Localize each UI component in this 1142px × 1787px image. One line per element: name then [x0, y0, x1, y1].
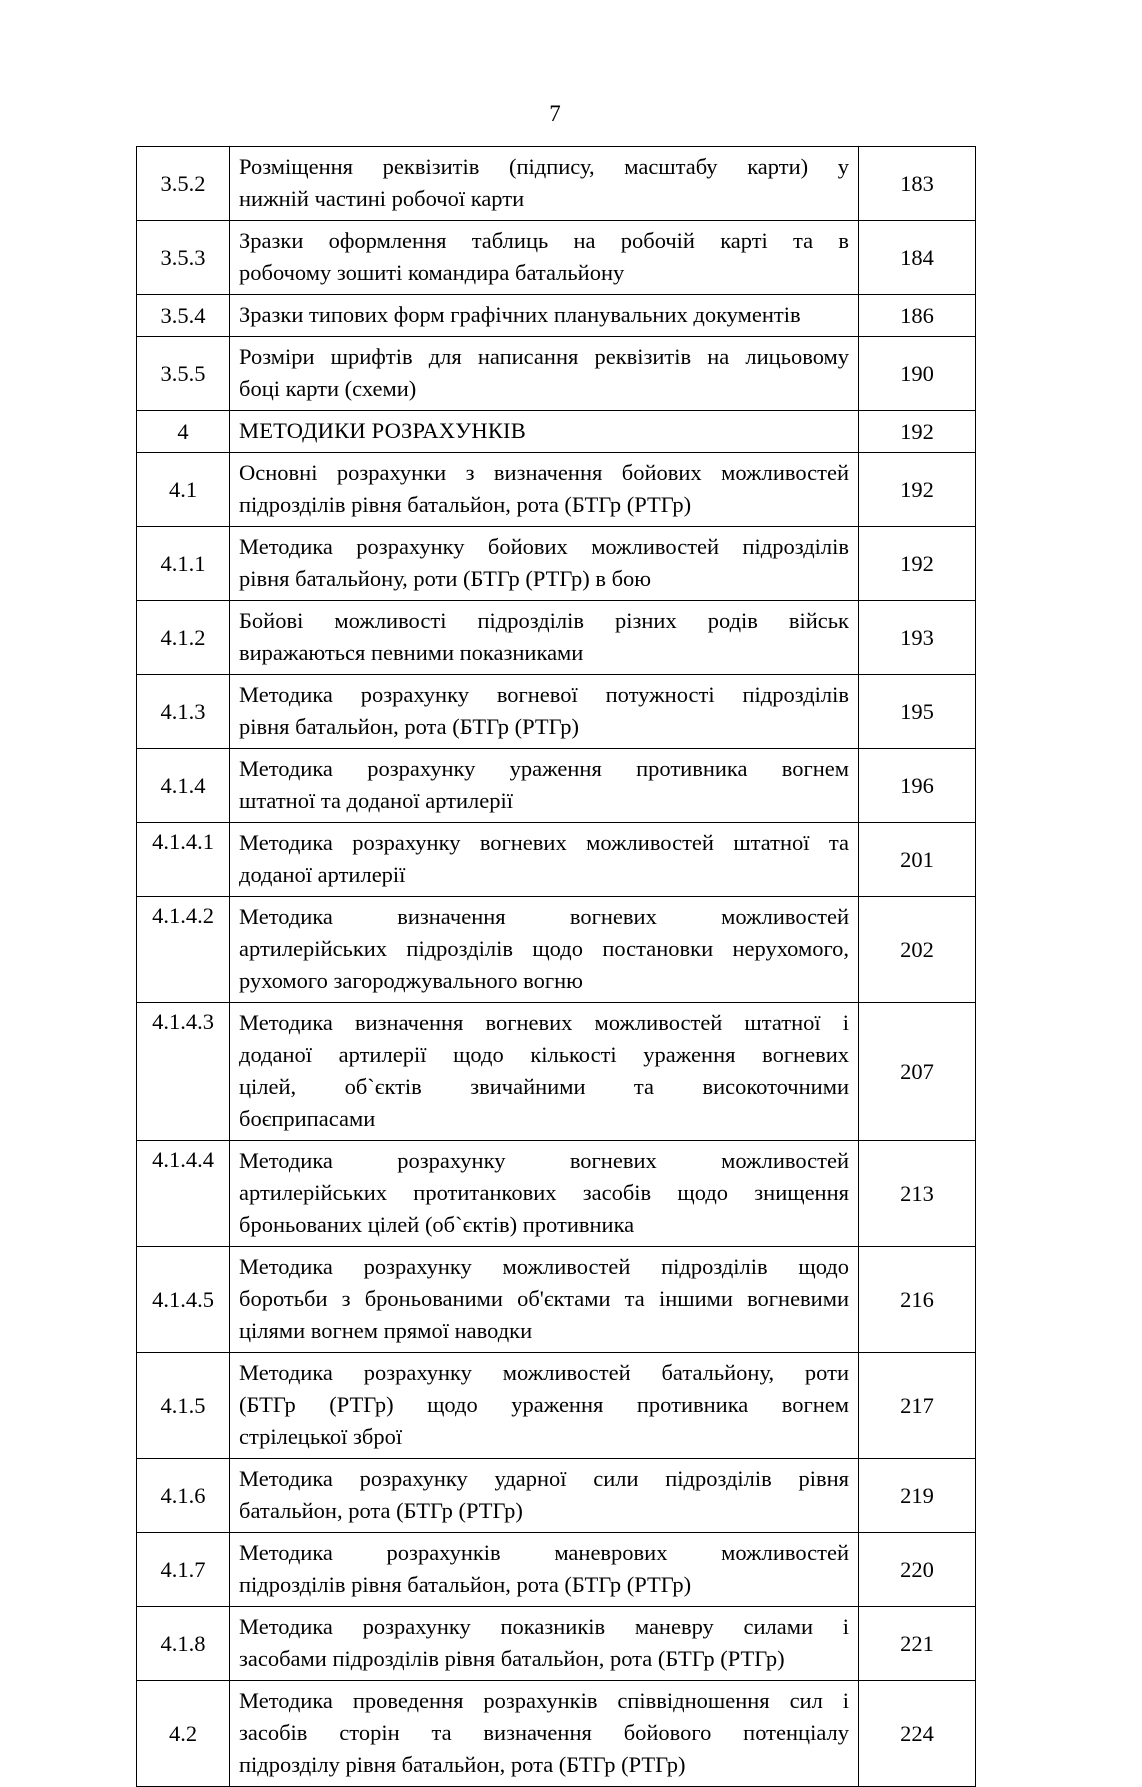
section-title [230, 147, 858, 220]
table-row [137, 411, 976, 453]
section-number: 4.1.4.5 [152, 1286, 214, 1312]
section-title-cell [230, 675, 859, 749]
table-row [137, 1459, 976, 1533]
section-number: 4.1.8 [160, 1630, 206, 1656]
section-title-line: броньованих цілей (об`єктів) противника [239, 1212, 635, 1237]
table-row [137, 1353, 976, 1459]
section-title-cell [230, 295, 859, 337]
page-number: 7 [549, 101, 561, 126]
section-title [230, 897, 858, 1002]
page-reference: 184 [900, 244, 934, 270]
section-number: 4.1 [168, 476, 198, 502]
section-title-line: Методика розрахунку можливостей підрозділів щодо [239, 1254, 849, 1279]
section-title-cell [230, 221, 859, 295]
page-reference-cell [859, 1247, 976, 1353]
section-title-line: Методика розрахунку вогневої потужності підрозділів [239, 682, 849, 707]
table-row [137, 1003, 976, 1141]
section-title-cell [230, 1533, 859, 1607]
section-title-line: Методика розрахунку вогневих можливостей [239, 1148, 849, 1173]
page-reference-cell [859, 823, 976, 897]
page-reference-cell [859, 749, 976, 823]
section-title [230, 1459, 858, 1532]
section-title-cell [230, 1353, 859, 1459]
section-title-line: стрілецької зброї [239, 1424, 403, 1449]
section-number: 4.1.2 [160, 624, 206, 650]
section-title-line: нижній частині робочої карти [239, 186, 525, 211]
section-number-cell [137, 675, 230, 749]
page-reference: 220 [900, 1556, 934, 1582]
section-title-line: артилерійських підрозділів щодо постановки нерухомого, [239, 936, 849, 961]
table-row [137, 675, 976, 749]
page-reference: 207 [900, 1058, 934, 1084]
section-title-line: рухомого загороджувального вогню [239, 968, 583, 993]
page-reference: 193 [900, 624, 934, 650]
section-number-cell [137, 527, 230, 601]
section-number: 4.1.6 [160, 1482, 206, 1508]
table-row [137, 147, 976, 221]
section-title-cell [230, 1681, 859, 1787]
section-number-cell [137, 823, 230, 897]
section-number-cell [137, 897, 230, 1003]
section-title-cell [230, 823, 859, 897]
table-row [137, 823, 976, 897]
section-title-cell [230, 147, 859, 221]
section-number: 4.1.4.2 [152, 903, 214, 928]
table-row [137, 1247, 976, 1353]
section-title [230, 527, 858, 600]
section-title-line: цілями вогнем прямої наводки [239, 1318, 533, 1343]
section-title [230, 1681, 858, 1786]
section-title [230, 823, 858, 896]
section-number-cell [137, 1607, 230, 1681]
section-title-cell [230, 1003, 859, 1141]
section-number: 3.5.2 [160, 170, 206, 196]
page-reference-cell [859, 1141, 976, 1247]
section-number-cell [137, 337, 230, 411]
section-title-line: Розміри шрифтів для написання реквізитів на лицьовому [239, 344, 849, 369]
page-reference: 224 [900, 1720, 934, 1746]
section-title-cell [230, 453, 859, 527]
section-number: 4.1.4.3 [152, 1009, 214, 1034]
section-title-line: Методика розрахунку ураження противника вогнем [239, 756, 849, 781]
section-title-cell [230, 527, 859, 601]
table-row [137, 295, 976, 337]
table-row [137, 897, 976, 1003]
section-title-line: боєприпасами [239, 1106, 376, 1131]
section-title-line: (БТГр (РТГр) щодо ураження противника вогнем [239, 1392, 849, 1417]
page-reference: 219 [900, 1482, 934, 1508]
section-title-line: Методика розрахунку бойових можливостей підрозділів [239, 534, 849, 559]
section-title-line: підрозділів рівня батальйон, рота (БТГр (РТГр) [239, 492, 692, 517]
section-title-line: доданої артилерії щодо кількості ураження вогневих [239, 1042, 849, 1067]
table-row [137, 221, 976, 295]
section-title-line: засобами підрозділів рівня батальйон, рота (БТГр (РТГр) [239, 1646, 785, 1671]
section-title-line: рівня батальйону, роти (БТГр (РТГр) в бою [239, 566, 652, 591]
table-row [137, 1141, 976, 1247]
table-row [137, 1533, 976, 1607]
section-title-line: Методика розрахунку можливостей батальйону, роти [239, 1360, 849, 1385]
section-title-line: Зразки типових форм графічних планувальних документів [239, 302, 801, 327]
section-number-cell [137, 1681, 230, 1787]
page-reference-cell [859, 1003, 976, 1141]
table-row [137, 337, 976, 411]
table-row [137, 749, 976, 823]
section-title-cell [230, 1141, 859, 1247]
page-reference: 195 [900, 698, 934, 724]
section-title-line: Методика визначення вогневих можливостей штатної і [239, 1010, 849, 1035]
section-number-cell [137, 411, 230, 453]
page-reference: 202 [900, 936, 934, 962]
section-title [230, 1141, 858, 1246]
page-reference-cell [859, 601, 976, 675]
section-title [230, 337, 858, 410]
page-reference-cell [859, 147, 976, 221]
section-title [230, 295, 858, 336]
table-row [137, 527, 976, 601]
section-title-line: штатної та доданої артилерії [239, 788, 513, 813]
section-title-cell [230, 897, 859, 1003]
section-title-line: Методика визначення вогневих можливостей [239, 904, 849, 929]
section-number-cell [137, 1459, 230, 1533]
table-of-contents-table [136, 146, 976, 1787]
section-title-cell [230, 1247, 859, 1353]
section-title [230, 453, 858, 526]
page-reference: 190 [900, 360, 934, 386]
section-number: 4.1.7 [160, 1556, 206, 1582]
page-reference-cell [859, 1353, 976, 1459]
section-number-cell [137, 1533, 230, 1607]
page-reference-cell [859, 1533, 976, 1607]
section-number: 4.1.4.1 [152, 829, 214, 854]
section-title-cell [230, 337, 859, 411]
page-reference-cell [859, 337, 976, 411]
page-reference: 192 [900, 418, 934, 444]
page-reference: 217 [900, 1392, 934, 1418]
page-reference-cell [859, 411, 976, 453]
section-title-line: підрозділів рівня батальйон, рота (БТГр (РТГр) [239, 1572, 692, 1597]
section-number: 3.5.4 [160, 302, 206, 328]
page-reference-cell [859, 1459, 976, 1533]
page-reference-cell [859, 675, 976, 749]
table-row [137, 601, 976, 675]
page-reference: 216 [900, 1286, 934, 1312]
page-reference-cell [859, 453, 976, 527]
section-title [230, 1353, 858, 1458]
section-title-line: боротьби з броньованими об'єктами та іншими вогневими [239, 1286, 849, 1311]
page-reference: 192 [900, 476, 934, 502]
section-number: 4.1.5 [160, 1392, 206, 1418]
section-number-cell [137, 147, 230, 221]
section-title-line: рівня батальйон, рота (БТГр (РТГр) [239, 714, 579, 739]
section-title-line: підрозділу рівня батальйон, рота (БТГр (РТГр) [239, 1752, 686, 1777]
table-row [137, 1607, 976, 1681]
page-reference: 196 [900, 772, 934, 798]
section-title-line: батальйон, рота (БТГр (РТГр) [239, 1498, 523, 1523]
section-number: 4.1.4.4 [152, 1147, 214, 1172]
section-title-cell [230, 749, 859, 823]
section-title [230, 601, 858, 674]
section-number-cell [137, 1003, 230, 1141]
section-number: 4.1.1 [160, 550, 206, 576]
section-title-line: Методика проведення розрахунків співвідношення сил і [239, 1688, 849, 1713]
section-title-line: боці карти (схеми) [239, 376, 417, 401]
table-row [137, 453, 976, 527]
section-number: 4.1.3 [160, 698, 206, 724]
page-reference-cell [859, 295, 976, 337]
section-number: 4.2 [168, 1720, 198, 1746]
section-title-line: цілей, об`єктів звичайними та високоточними [239, 1074, 849, 1099]
page-reference: 221 [900, 1630, 934, 1656]
page-reference: 186 [900, 302, 934, 328]
section-title-cell [230, 411, 859, 453]
section-title-line: Методика розрахунку вогневих можливостей штатної та [239, 830, 849, 855]
section-title-line: Методика розрахунку ударної сили підрозділів рівня [239, 1466, 849, 1491]
section-title-line: Бойові можливості підрозділів різних родів військ [239, 608, 849, 633]
section-title-line: виражаються певними показниками [239, 640, 584, 665]
section-title-cell [230, 1459, 859, 1533]
section-number-cell [137, 221, 230, 295]
section-title-line: Методика розрахунків маневрових можливостей [239, 1540, 849, 1565]
section-title [230, 1607, 858, 1680]
section-title-cell [230, 601, 859, 675]
page-reference: 183 [900, 170, 934, 196]
section-number: 4.1.4 [160, 772, 206, 798]
section-title-line: Розміщення реквізитів (підпису, масштабу карти) у [239, 154, 849, 179]
page-reference: 201 [900, 846, 934, 872]
section-number-cell [137, 601, 230, 675]
section-number-cell [137, 453, 230, 527]
section-title [230, 1003, 858, 1140]
table-body [137, 147, 976, 1787]
section-title-line: доданої артилерії [239, 862, 406, 887]
section-title-line: засобів сторін та визначення бойового потенціалу [239, 1720, 849, 1745]
page-reference: 213 [900, 1180, 934, 1206]
section-number-cell [137, 1247, 230, 1353]
section-number: 3.5.3 [160, 244, 206, 270]
section-title [230, 1533, 858, 1606]
section-title-line: Основні розрахунки з визначення бойових можливостей [239, 460, 849, 485]
section-title [230, 675, 858, 748]
table-row [137, 1681, 976, 1787]
section-title-line: артилерійських протитанкових засобів щодо знищення [239, 1180, 849, 1205]
section-number: 3.5.5 [160, 360, 206, 386]
section-number-cell [137, 1353, 230, 1459]
page-reference-cell [859, 1681, 976, 1787]
page-reference-cell [859, 1607, 976, 1681]
section-title-line: Зразки оформлення таблиць на робочій карті та в [239, 228, 849, 253]
page-reference-cell [859, 897, 976, 1003]
section-title [230, 221, 858, 294]
section-title [230, 749, 858, 822]
page-reference-cell [859, 221, 976, 295]
section-title-line: МЕТОДИКИ РОЗРАХУНКІВ [239, 418, 526, 443]
section-number-cell [137, 1141, 230, 1247]
section-title-line: робочому зошиті командира батальйону [239, 260, 625, 285]
section-title-line: Методика розрахунку показників маневру силами і [239, 1614, 849, 1639]
section-number: 4 [177, 418, 189, 444]
section-number-cell [137, 749, 230, 823]
section-title [230, 1247, 858, 1352]
section-title-cell [230, 1607, 859, 1681]
section-title [230, 411, 858, 452]
page-reference: 192 [900, 550, 934, 576]
section-number-cell [137, 295, 230, 337]
page-reference-cell [859, 527, 976, 601]
